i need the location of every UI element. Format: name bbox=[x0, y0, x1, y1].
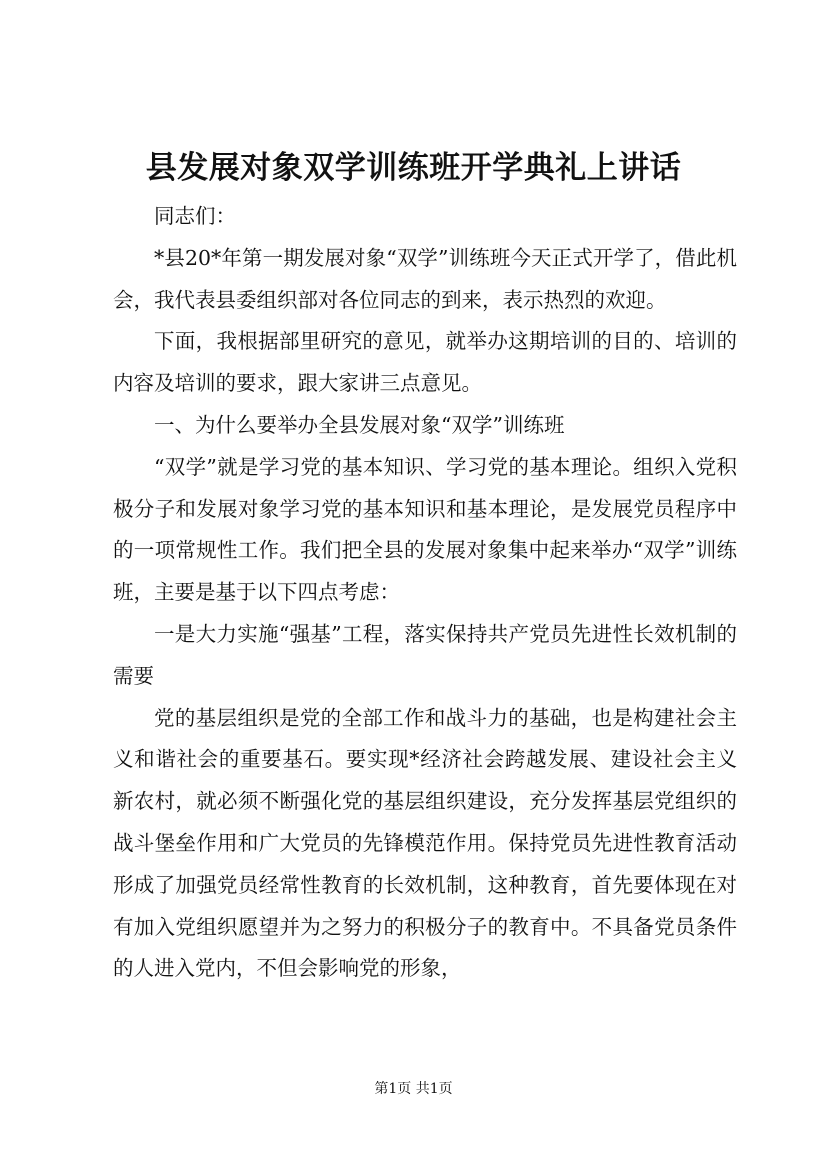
paragraph-greeting: 同志们： bbox=[154, 204, 236, 228]
paragraph-shuangxue: “双学”就是学习党的基本知识、学习党的基本理论。组织入党积极分子和发展对象学习党的基本知识和基本理论，是发展党员程序中的一项常规性工作。我们把全县的发展对象集中起来举办“双学”训练班，主要是基于以下四点考虑： bbox=[113, 454, 737, 605]
document-title: 县发展对象双学训练班开学典礼上讲话 bbox=[145, 150, 682, 186]
section-heading-1: 一、为什么要举办全县发展对象“双学”训练班 bbox=[154, 412, 565, 437]
document-body bbox=[113, 196, 737, 990]
page-footer: 第1页 共1页 bbox=[374, 1081, 453, 1097]
paragraph-grassroots: 党的基层组织是党的全部工作和战斗力的基础，也是构建社会主义和谐社会的重要基石。要实现*经济社会跨越发展、建设社会主义新农村，就必须不断强化党的基层组织建设，充分发挥基层党组织的战斗堡垒作用和广大党员的先锋模范作用。保持党员先进性教育活动形成了加强党员经常性教育的长效机制，这种教育，首先要体现在对有加入党组织愿望并为之努力的积极分子的教育中。不具备党员条件的人进入党内，不但会影响党的形象， bbox=[113, 705, 737, 981]
paragraph-opening: *县20*年第一期发展对象“双学”训练班今天正式开学了，借此机会，我代表县委组织部对各位同志的到来，表示热烈的欢迎。 bbox=[113, 245, 737, 312]
paragraph-outline: 下面，我根据部里研究的意见，就举办这期培训的目的、培训的内容及培训的要求，跟大家讲三点意见。 bbox=[113, 329, 737, 396]
subheading-point-1: 一是大力实施“强基”工程，落实保持共产党员先进性长效机制的需要 bbox=[113, 621, 737, 688]
